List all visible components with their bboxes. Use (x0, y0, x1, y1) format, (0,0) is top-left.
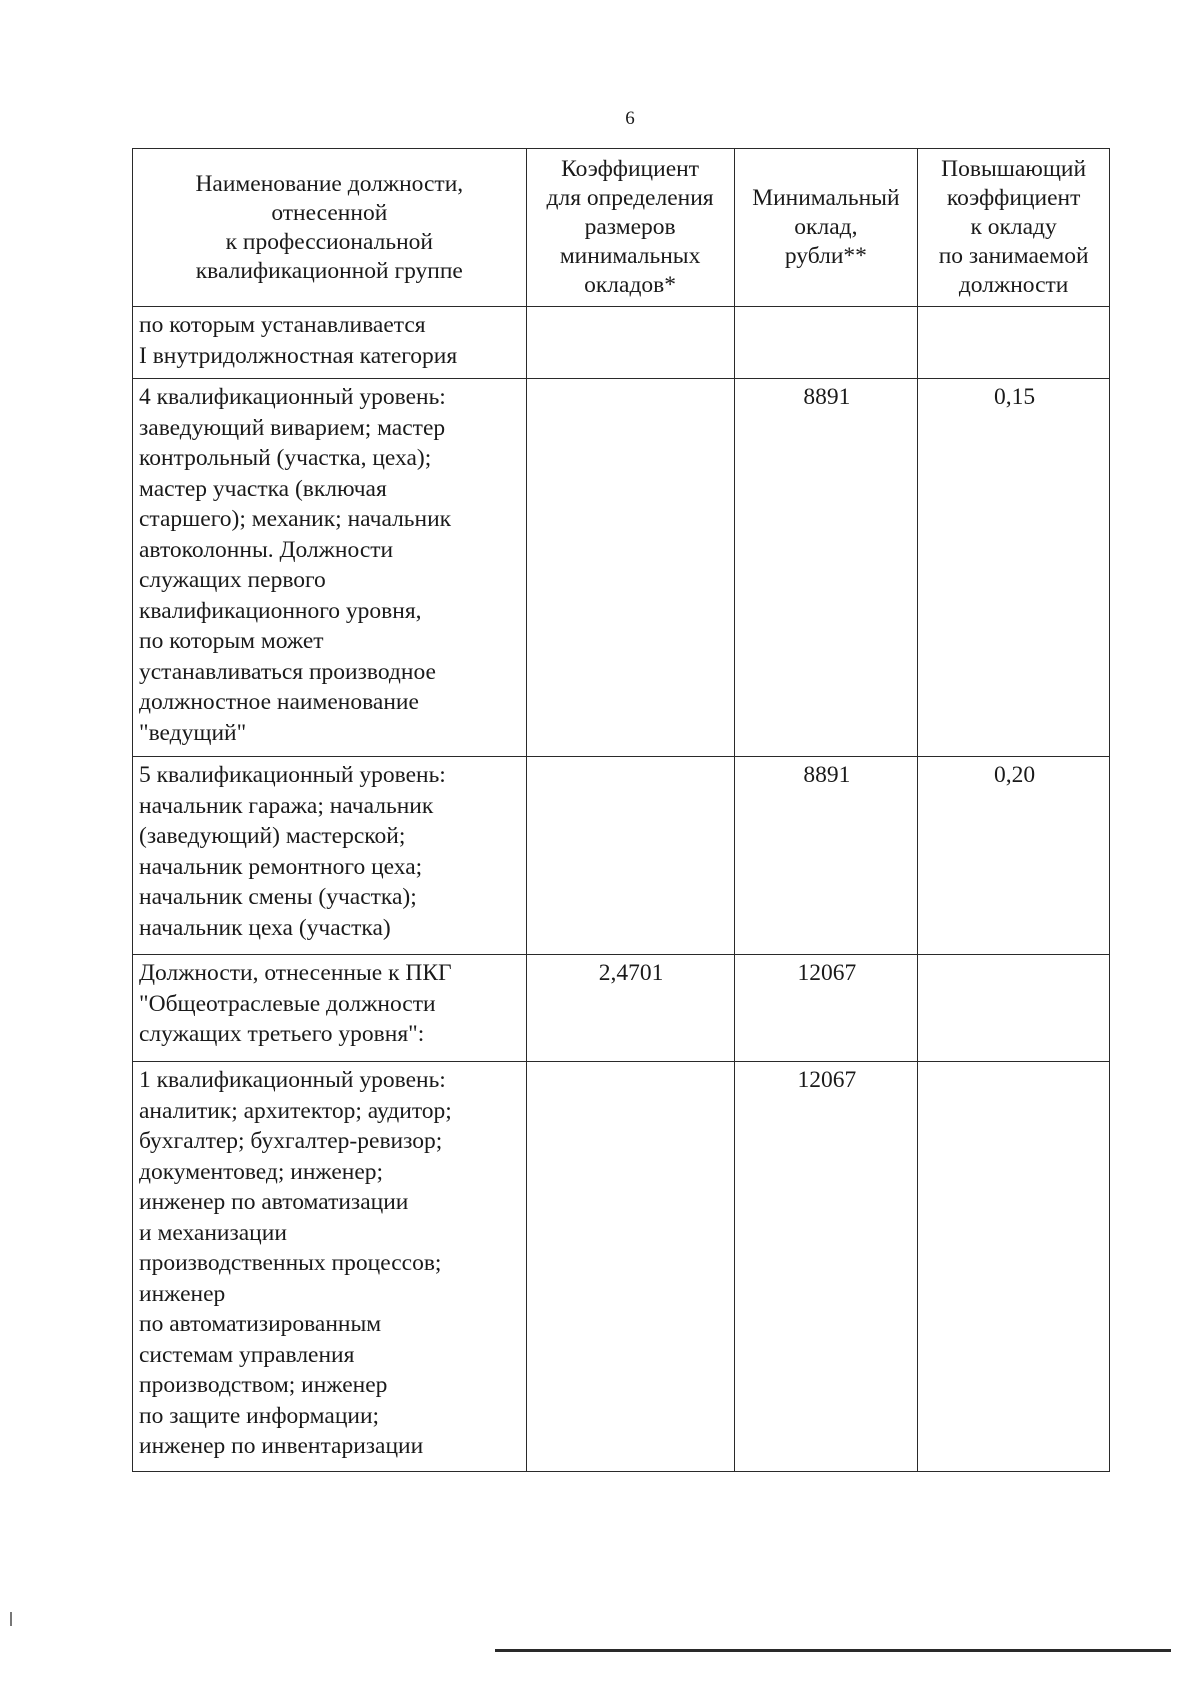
header-coefficient: Коэффициент для определения размеров минимальных окладов* (526, 149, 734, 307)
header-min-salary: Минимальный оклад, рубли** (734, 149, 918, 307)
coefficient-cell (526, 1062, 734, 1472)
table-row (133, 955, 1110, 1062)
min-salary-cell: 8891 (734, 757, 918, 955)
position-name-cell: 4 квалификационный уровень: заведующий виварием; мастер контрольный (участка, цеха); мастер участка (включая старшего); механик; начальник автоколонны. Должности служащих первого квалификационного уровня, по которым может устанавливаться производное должностное наименование "ведущий" (133, 379, 527, 757)
coefficient-cell (526, 757, 734, 955)
table-row (133, 307, 1110, 379)
min-salary-cell: 12067 (734, 955, 918, 1062)
header-position-name: Наименование должности, отнесенной к профессиональной квалификационной группе (133, 149, 527, 307)
coefficient-cell: 2,4701 (526, 955, 734, 1062)
margin-mark (10, 1612, 12, 1626)
increasing-coefficient-cell (918, 1062, 1110, 1472)
table-row (133, 1062, 1110, 1472)
page-number: 6 (625, 108, 635, 129)
table-row (133, 379, 1110, 757)
increasing-coefficient-cell: 0,20 (918, 757, 1110, 955)
min-salary-cell: 12067 (734, 1062, 918, 1472)
position-name-cell: по которым устанавливается I внутридолжностная категория (133, 307, 527, 379)
table-header-row (133, 149, 1110, 307)
salary-table (132, 148, 1110, 1472)
header-increasing-coefficient: Повышающий коэффициент к окладу по занимаемой должности (918, 149, 1110, 307)
position-name-cell: Должности, отнесенные к ПКГ "Общеотраслевые должности служащих третьего уровня": (133, 955, 527, 1062)
position-name-cell: 5 квалификационный уровень: начальник гаража; начальник (заведующий) мастерской; начальник ремонтного цеха; начальник смены (участка); начальник цеха (участка) (133, 757, 527, 955)
coefficient-cell (526, 307, 734, 379)
table-row (133, 757, 1110, 955)
increasing-coefficient-cell (918, 955, 1110, 1062)
min-salary-cell (734, 307, 918, 379)
increasing-coefficient-cell (918, 307, 1110, 379)
position-name-cell: 1 квалификационный уровень: аналитик; архитектор; аудитор; бухгалтер; бухгалтер-ревизор; документовед; инженер; инженер по автоматизации и механизации производственных процессов; инженер по автоматизированным системам управления производством; инженер по защите информации; инженер по инвентаризации (133, 1062, 527, 1472)
coefficient-cell (526, 379, 734, 757)
min-salary-cell: 8891 (734, 379, 918, 757)
footer-rule (495, 1649, 1171, 1652)
increasing-coefficient-cell: 0,15 (918, 379, 1110, 757)
